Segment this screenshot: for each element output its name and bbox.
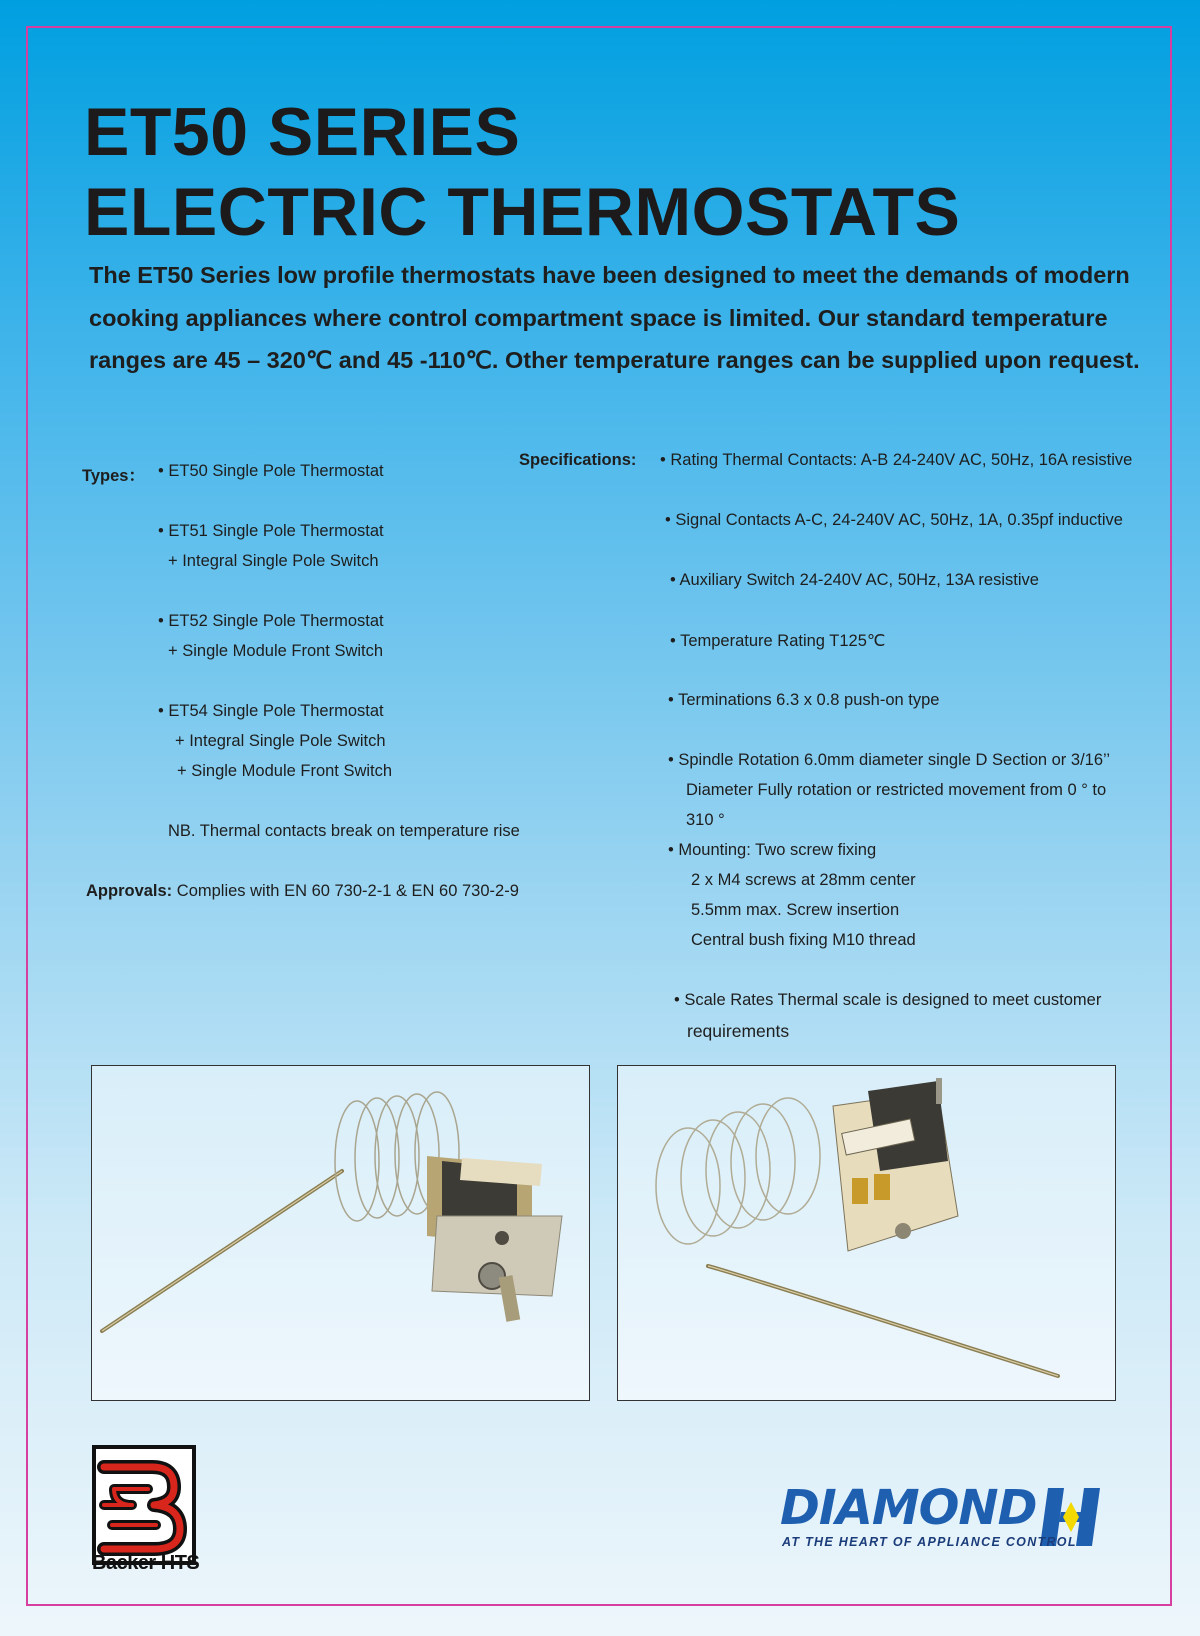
spec-item: • Rating Thermal Contacts: A-B 24-240V AC, 50Hz, 16A resistive: [660, 451, 1133, 469]
type-item: • ET54 Single Pole Thermostat: [158, 702, 384, 720]
title-line-2: ELECTRIC THERMOSTATS: [84, 174, 961, 250]
type-item-detail: + Integral Single Pole Switch: [168, 552, 379, 570]
spec-item: • Spindle Rotation 6.0mm diameter single D Section or 3/16’’: [668, 751, 1111, 769]
backer-hts-name: Backer HTS: [92, 1552, 200, 1574]
type-item: • ET50 Single Pole Thermostat: [158, 462, 384, 480]
spec-item-detail: Central bush fixing M10 thread: [691, 931, 916, 949]
types-label: Types：: [82, 467, 145, 485]
intro-paragraph: The ET50 Series low profile thermostats have been designed to meet the demands of modern cooking appliances where control compartment space is limited. Our standard temperature ranges are 45 – 320℃ and 45 -110℃. Other temperature ranges can be supplied upon request.: [89, 262, 1140, 373]
thermostat-illustration: [92, 1066, 589, 1400]
spec-item: • Signal Contacts A-C, 24-240V AC, 50Hz, 1A, 0.35pf inductive: [665, 511, 1123, 529]
type-item-detail: + Single Module Front Switch: [168, 642, 384, 660]
type-item: • ET51 Single Pole Thermostat: [158, 522, 384, 540]
spec-item: • Scale Rates Thermal scale is designed to meet customer: [674, 991, 1102, 1009]
spec-item-detail: Diameter Fully rotation or restricted movement from 0 ° to: [686, 781, 1107, 799]
specifications-label: Specifications:: [519, 451, 637, 469]
type-item: • ET52 Single Pole Thermostat: [158, 612, 384, 630]
thermostat-illustration: [618, 1066, 1115, 1400]
title-line-1: ET50 SERIES: [84, 94, 521, 170]
approvals: [86, 882, 519, 901]
spec-item-detail: 5.5mm max. Screw insertion: [691, 901, 900, 919]
spec-item: • Terminations 6.3 x 0.8 push-on type: [668, 691, 940, 709]
page-title: [84, 92, 960, 252]
types-note: NB. Thermal contacts break on temperature rise: [168, 822, 520, 840]
spec-item: • Mounting: Two screw fixing: [668, 841, 877, 859]
spec-item: • Auxiliary Switch 24-240V AC, 50Hz, 13A resistive: [670, 571, 1039, 589]
diamond-h-wordmark: DIAMOND: [780, 1480, 1037, 1536]
type-item-detail: + Single Module Front Switch: [177, 762, 393, 780]
approvals-text: Complies with EN 60 730-2-1 & EN 60 730-2-9: [176, 882, 519, 900]
approvals-label: Approvals:: [86, 882, 173, 900]
spec-item-detail: requirements: [687, 1021, 790, 1041]
spec-item-detail: 310 °: [686, 811, 725, 829]
product-photo-et50-rear: [617, 1065, 1116, 1401]
spec-item: • Temperature Rating T125℃: [670, 632, 886, 650]
product-photo-et50-front: [91, 1065, 590, 1401]
type-item-detail: + Integral Single Pole Switch: [175, 732, 386, 750]
diamond-h-tagline: AT THE HEART OF APPLIANCE CONTROL: [782, 1535, 1077, 1549]
spec-item-detail: 2 x M4 screws at 28mm center: [691, 871, 916, 889]
